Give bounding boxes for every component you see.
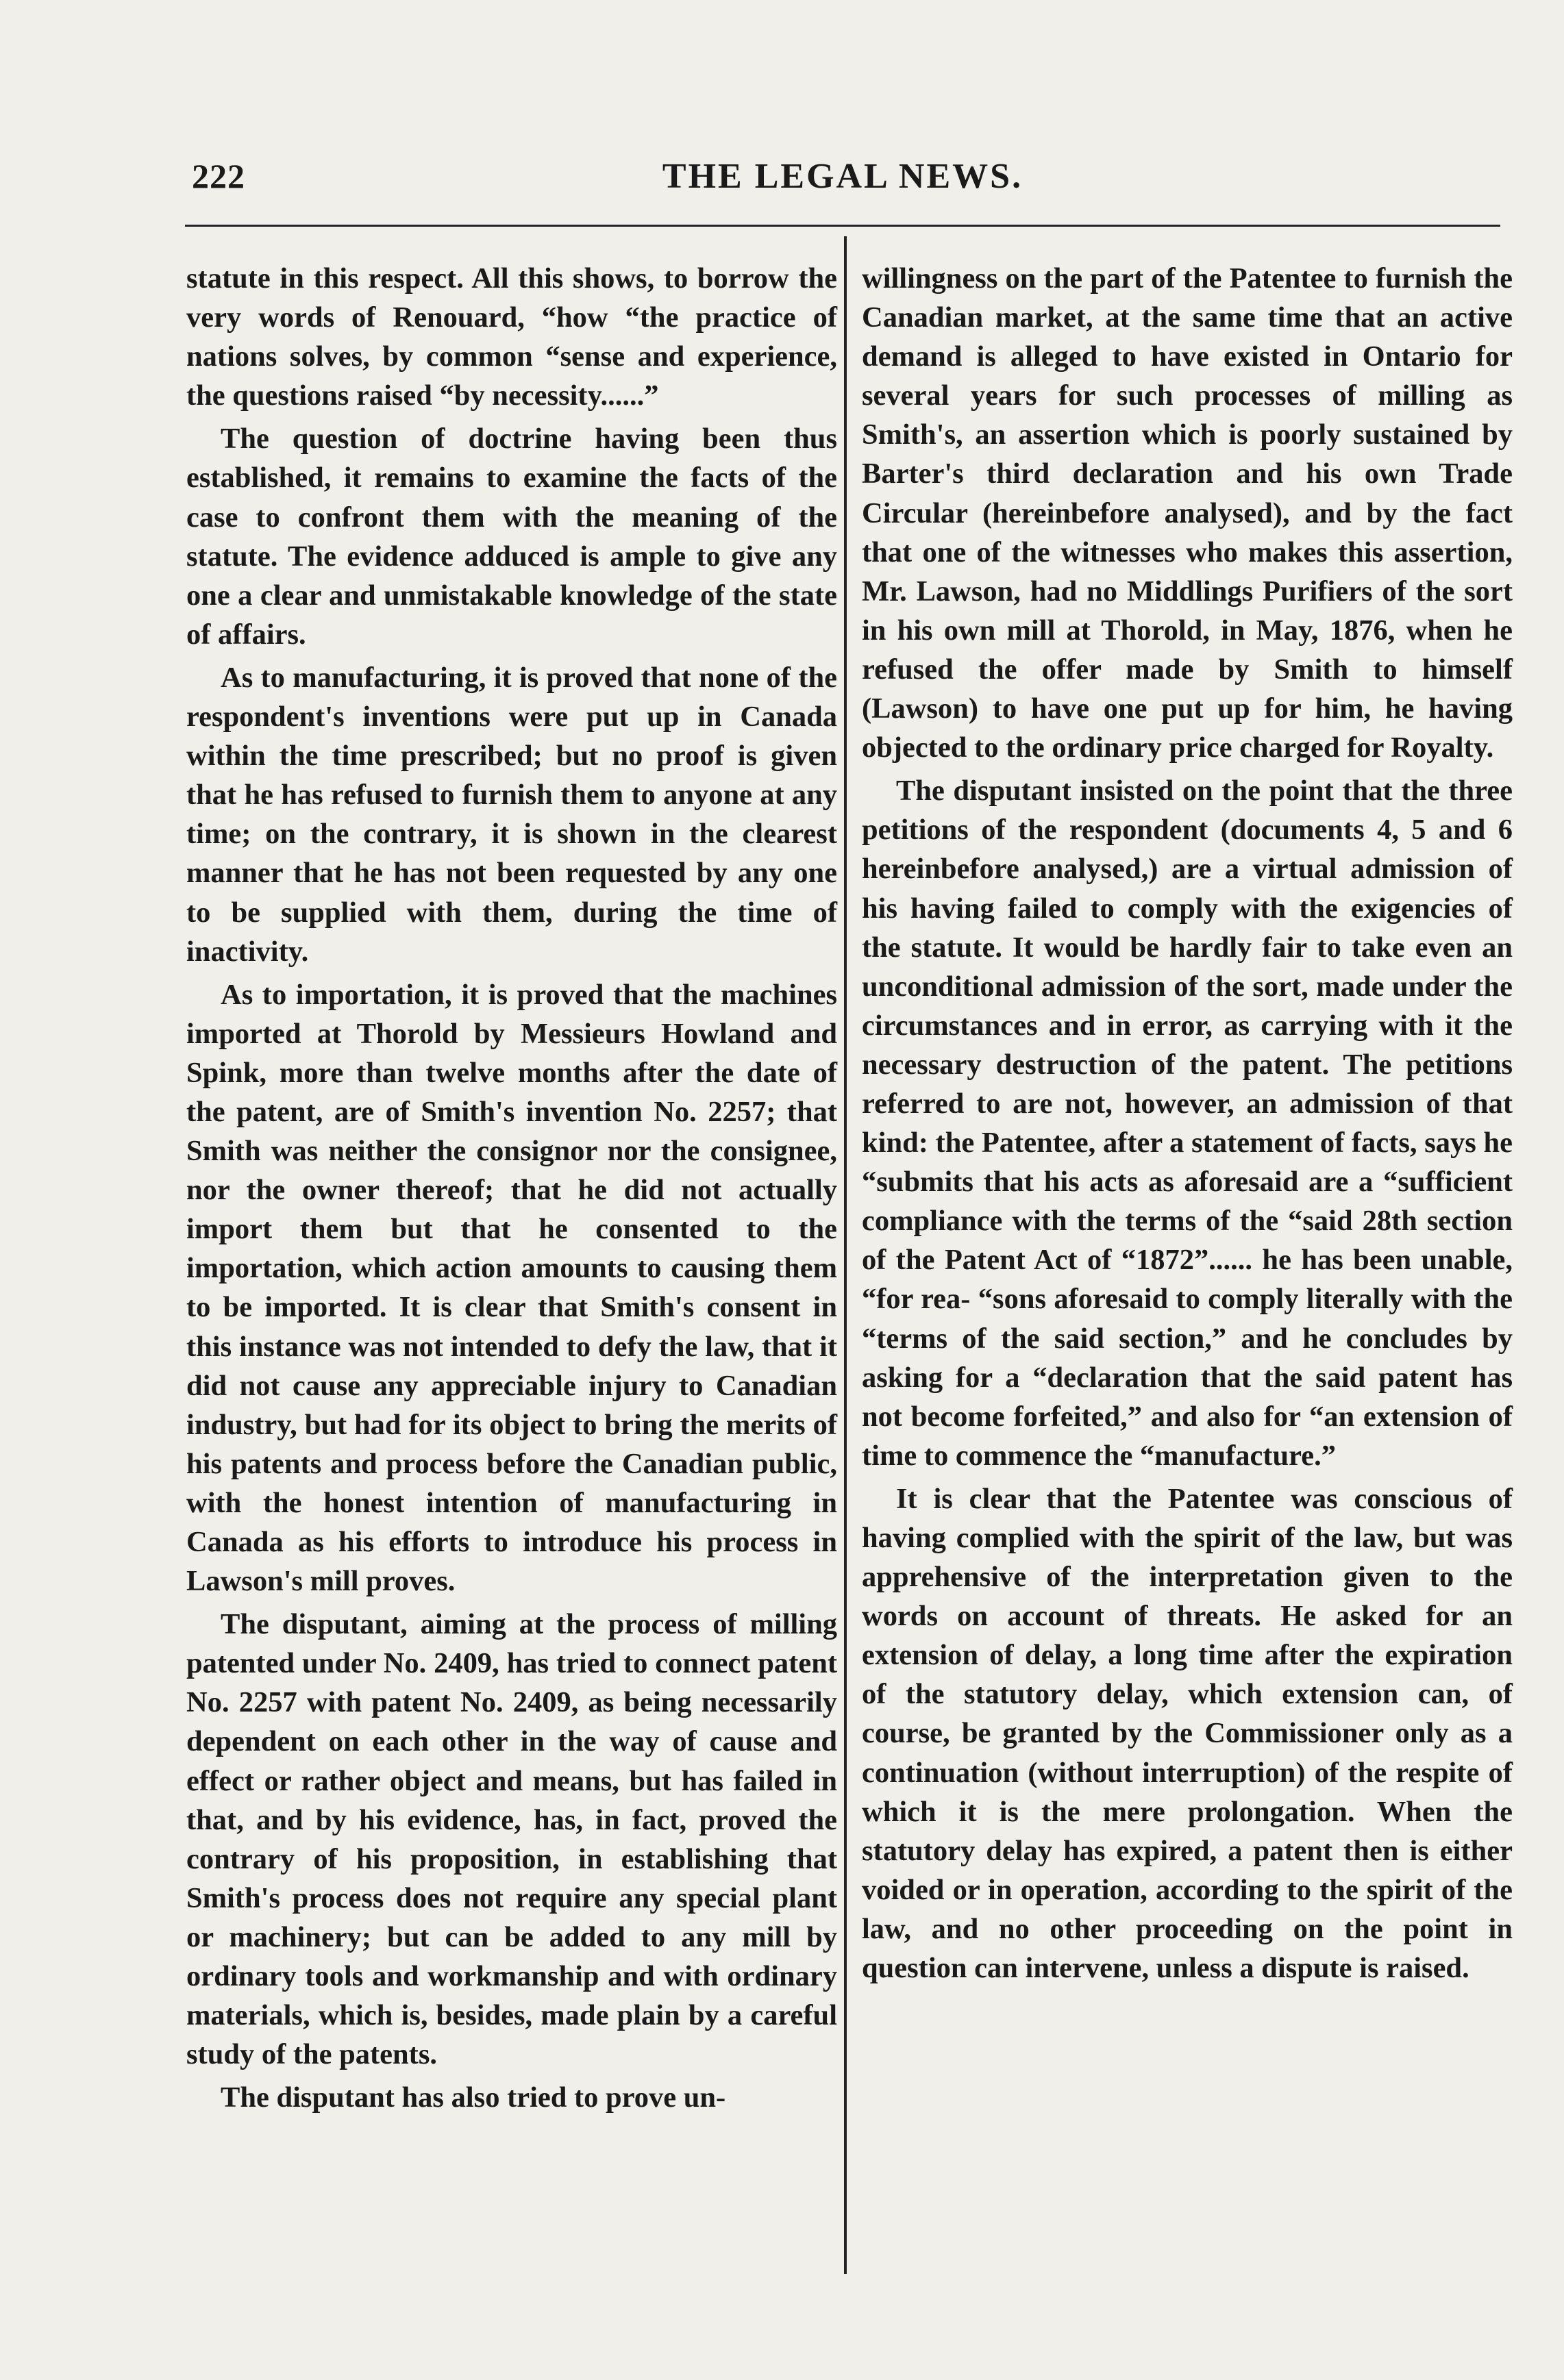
paragraph: willingness on the part of the Patentee to furnish the Canadian market, at the same time that an active demand is alleged to have existed in Ontario for several years for such processes of milling as Smith's, an assertion which is poorly sustained by Barter's third declaration and his own Trade Circular (hereinbefore analysed), and by the fact that one of the witnesses who makes this assertion, Mr. Lawson, had no Middlings Purifiers of the sort in his own mill at Thorold, in May, 1876, when he refused the offer made by Smith to himself (Lawson) to have one put up for him, he having objected to the ordinary price charged for Royalty. [862,262,1513,764]
paragraph: The disputant insisted on the point that the three petitions of the respondent (documents 4, 5 and 6 hereinbefore analysed,) are a virtual admission of his having failed to comply with the exigencies of the statute. It would be hardly fair to take even an unconditional admission of the sort, made under the circumstances and in error, as carrying with it the necessary destruction of the patent. The petitions referred to are not, however, an admission of that kind: the Patentee, after a statement of facts, says he “submits that his acts as aforesaid are a “sufficient compliance with the terms of the “said 28th section of the Patent Act of “1872”...... he has been unable, “for rea- “sons aforesaid to comply literally with the “terms of the said section,” and he concludes by asking for a “declaration that the said patent has not become forfeited,” and also for “an extension of time to commence the “manufacture.” [862,775,1513,1472]
column-divider [844,236,847,2274]
left-column [186,259,837,2117]
paragraph: The disputant, aiming at the process of milling patented under No. 2409, has tried to connect patent No. 2257 with patent No. 2409, as being necessarily dependent on each other in the way of cause and effect or rather object and means, but has failed in that, and by his evidence, has, in fact, proved the contrary of his proposition, in establishing that Smith's process does not require any special plant or machinery; but can be added to any mill by ordinary tools and workmanship and with ordinary materials, which is, besides, made plain by a careful study of the patents. [186,1608,837,2071]
page-number: 222 [192,157,245,195]
paragraph: As to importation, it is proved that the machines imported at Thorold by Messieurs Howland and Spink, more than twelve months after the date of the patent, are of Smith's invention No. 2257; that Smith was neither the consignor nor the consignee, nor the owner thereof; that he did not actually import them but that he consented to the importation, which action amounts to causing them to be imported. It is clear that Smith's consent in this instance was not intended to defy the law, that it did not cause any appreciable injury to Canadian industry, but had for its object to bring the merits of his patents and process before the Canadian public, with the honest intention of manufacturing in Canada as his efforts to introduce his process in Lawson's mill proves. [186,978,837,1598]
paragraph: The question of doctrine having been thus established, it remains to examine the facts of the case to confront them with the meaning of the statute. The evidence adduced is ample to give any one a clear and unmistakable knowledge of the state of affairs. [186,423,837,651]
paragraph: The disputant has also tried to prove un- [221,2081,726,2114]
paragraph: statute in this respect. All this shows, to borrow the very words of Renouard, “how “the practice of nations solves, by common “sense and experience, the questions raised “by necessity......” [186,262,837,412]
running-title: THE LEGAL NEWS. [662,157,1023,196]
page-header [185,156,1500,204]
right-column [862,259,1513,1988]
paragraph: It is clear that the Patentee was conscious of having complied with the spirit of the law, but was apprehensive of the interpretation given to the words on account of threats. He asked for an extension of delay, a long time after the expiration of the statutory delay, which extension can, of course, be granted by the Commissioner only as a continuation (without interruption) of the respite of which it is the mere prolongation. When the statutory delay has expired, a patent then is either voided or in operation, according to the spirit of the law, and no other proceeding on the point in question can intervene, unless a dispute is raised. [862,1482,1513,1985]
paragraph: As to manufacturing, it is proved that none of the respondent's inventions were put up in Canada within the time prescribed; but no proof is given that he has refused to furnish them to anyone at any time; on the contrary, it is shown in the clearest manner that he has not been requested by any one to be supplied with them, during the time of inactivity. [186,661,837,968]
header-rule [185,225,1500,227]
